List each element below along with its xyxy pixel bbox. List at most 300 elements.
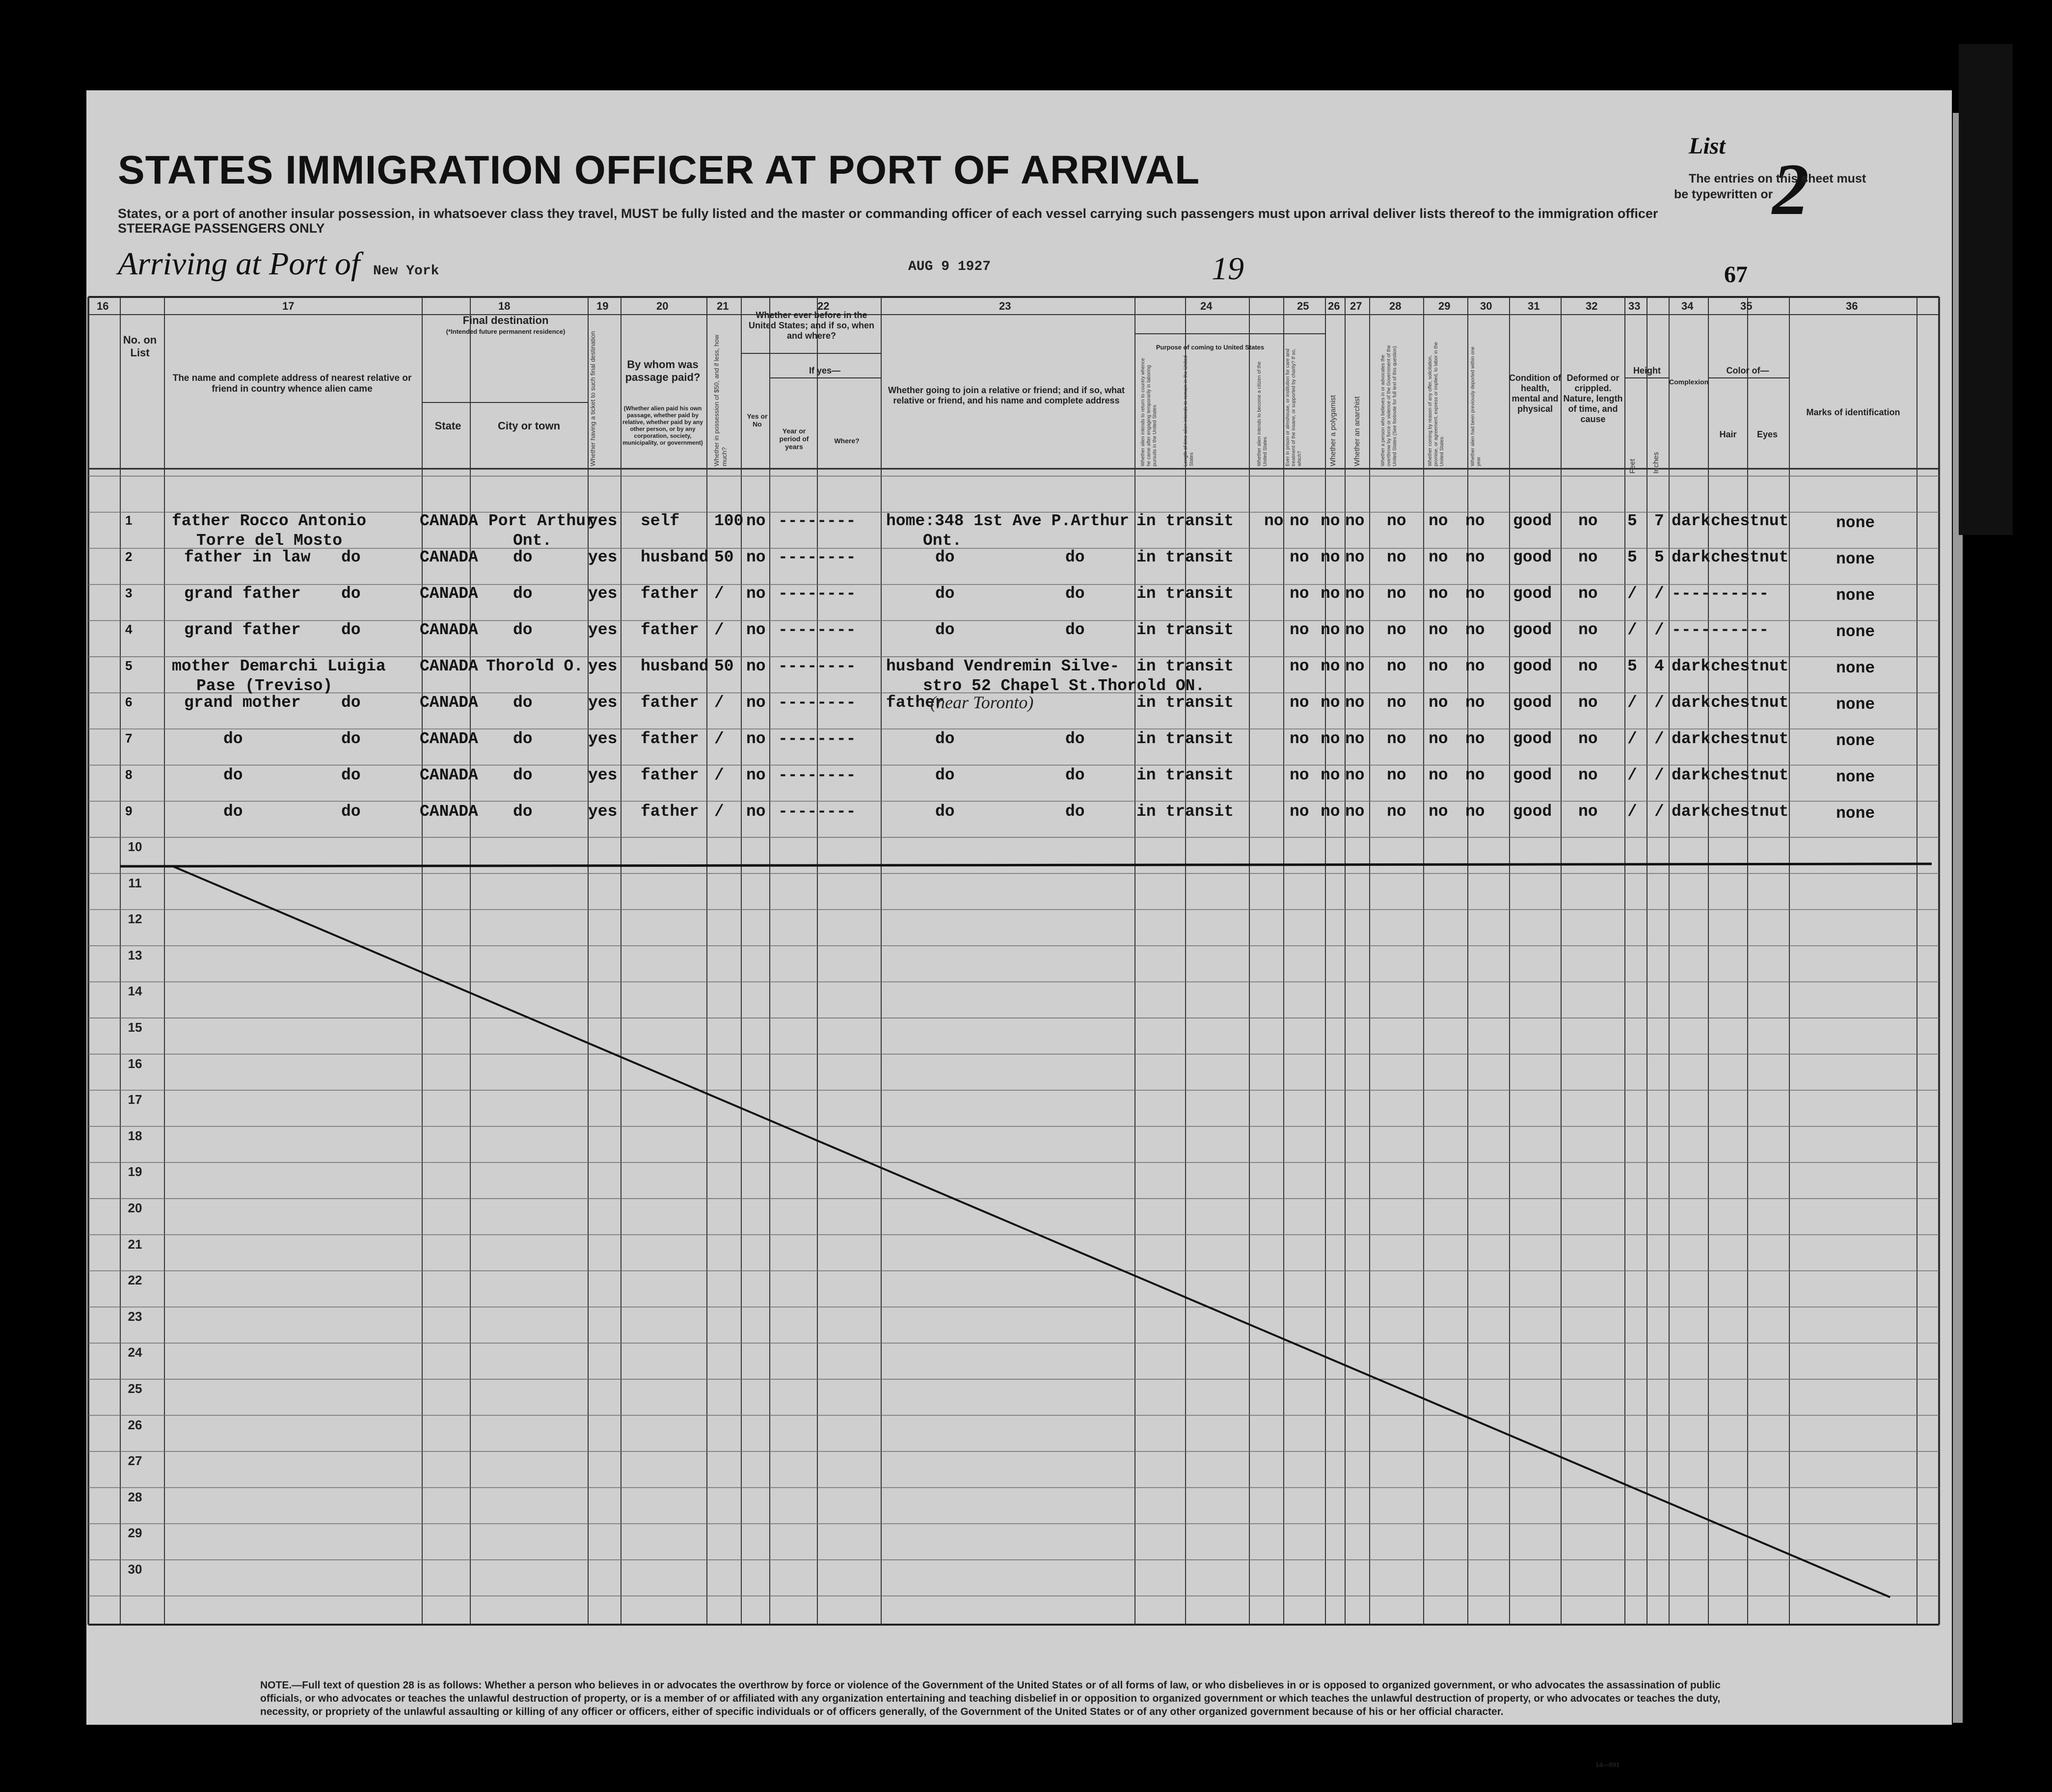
passage-paid-by: father bbox=[641, 694, 699, 712]
height-inches: 4 bbox=[1654, 657, 1664, 675]
ticket-value: yes bbox=[588, 621, 618, 639]
year-prefix: 19 bbox=[1212, 251, 1244, 287]
empty-row-number: 17 bbox=[128, 1092, 142, 1107]
health-value: good bbox=[1513, 512, 1552, 530]
deformed-value: no bbox=[1578, 512, 1598, 530]
deformed-value: no bbox=[1578, 766, 1598, 784]
joining-relative: do bbox=[935, 766, 955, 784]
destination-state: CANADA bbox=[420, 585, 478, 603]
purpose-value: in transit bbox=[1136, 657, 1234, 675]
prison-value: no bbox=[1290, 621, 1309, 639]
column-number: 34 bbox=[1681, 300, 1694, 312]
destination-city: do bbox=[513, 548, 533, 566]
col-before-us: Whether ever before in the United States; and if so, when and where? bbox=[748, 310, 875, 341]
joining-ditto: do bbox=[1065, 621, 1085, 639]
empty-row-number: 20 bbox=[128, 1201, 142, 1215]
col-city: City or town bbox=[497, 420, 561, 432]
column-number: 21 bbox=[717, 300, 729, 312]
joining-address: stro 52 Chapel St.Thorold ON. bbox=[923, 677, 1205, 695]
relative-name: mother Demarchi Luigia bbox=[172, 657, 386, 675]
q28-value: no bbox=[1387, 730, 1406, 748]
purpose-value: in transit bbox=[1136, 766, 1234, 784]
relative-name: grand mother bbox=[184, 694, 301, 712]
passage-paid-by: father bbox=[641, 802, 699, 821]
anarchist-value: no bbox=[1345, 802, 1365, 821]
money-value: / bbox=[714, 766, 724, 784]
q30-value: no bbox=[1465, 657, 1485, 675]
money-value: / bbox=[714, 694, 724, 712]
relative-address: Pase (Treviso) bbox=[196, 677, 333, 695]
q28-value: no bbox=[1387, 802, 1406, 821]
joining-ditto: do bbox=[1065, 802, 1085, 821]
joining-relative: do bbox=[935, 802, 955, 821]
period-dashes: -------- bbox=[778, 585, 856, 603]
prison-value: no bbox=[1290, 585, 1309, 603]
col-relative: The name and complete address of nearest relative or friend in country whence alien came bbox=[172, 373, 412, 394]
complexion-value: dark bbox=[1672, 657, 1711, 675]
col-purpose-c: Whether alien intends to become a citizen of the United States bbox=[1257, 361, 1268, 466]
height-inches: 7 bbox=[1654, 512, 1664, 530]
q29-value: no bbox=[1429, 512, 1448, 530]
health-value: good bbox=[1513, 621, 1552, 639]
col-q29: Whether coming by reason of any offer, solicitation, promise, or agreement, express or implied, to labor in the United States bbox=[1428, 342, 1445, 466]
period-dashes: -------- bbox=[778, 766, 856, 784]
money-value: 50 bbox=[714, 657, 734, 675]
destination-city: do bbox=[513, 766, 533, 784]
row-number: 2 bbox=[125, 549, 133, 564]
destination-state: CANADA bbox=[420, 548, 478, 566]
destination-city: do bbox=[513, 802, 533, 821]
prison-value: no bbox=[1290, 512, 1309, 530]
column-number: 25 bbox=[1297, 300, 1309, 312]
marks-value: none bbox=[1836, 623, 1875, 641]
prison-value: no bbox=[1290, 730, 1309, 748]
relative-ditto: do bbox=[341, 585, 361, 603]
height-inches: / bbox=[1654, 802, 1664, 821]
prison-value: no bbox=[1290, 766, 1309, 784]
col-year-period: Year or period of years bbox=[779, 427, 809, 451]
hair-value: chestnut bbox=[1711, 694, 1789, 712]
col-health: Condition of health, mental and physical bbox=[1509, 373, 1561, 414]
relative-ditto: do bbox=[341, 621, 361, 639]
relative-ditto: do bbox=[341, 694, 361, 712]
column-number: 19 bbox=[596, 300, 609, 312]
deformed-value: no bbox=[1578, 621, 1598, 639]
polygamist-value: no bbox=[1321, 766, 1340, 784]
money-value: / bbox=[714, 585, 724, 603]
before-in-us: no bbox=[746, 657, 766, 675]
col-complexion: Complexion bbox=[1669, 378, 1709, 386]
passage-paid-by: father bbox=[641, 730, 699, 748]
empty-row-number: 29 bbox=[128, 1525, 142, 1541]
complexion-value: dark bbox=[1672, 802, 1711, 821]
purpose-value: in transit bbox=[1136, 512, 1234, 530]
column-number: 22 bbox=[817, 300, 830, 312]
col-if-yes: If yes— bbox=[809, 366, 841, 375]
q28-value: no bbox=[1387, 694, 1406, 712]
prison-value: no bbox=[1290, 802, 1309, 821]
period-dashes: -------- bbox=[778, 621, 856, 639]
passage-paid-by: self bbox=[641, 512, 680, 530]
destination-state: CANADA bbox=[420, 802, 478, 821]
column-number: 28 bbox=[1389, 300, 1402, 312]
deformed-value: no bbox=[1578, 730, 1598, 748]
relative-ditto: do bbox=[341, 766, 361, 784]
empty-row-number: 23 bbox=[128, 1309, 142, 1324]
purpose-value: in transit bbox=[1136, 585, 1234, 603]
period-dashes: -------- bbox=[778, 694, 856, 712]
destination-city: do bbox=[513, 694, 533, 712]
subtitle: States, or a port of another insular possession, in whatsoever class they travel, MUST be fully listed and the master or commanding officer of each vessel carrying such passengers must upon arrival deliver lists thereof to the immigration officer bbox=[118, 206, 1658, 221]
col-q28: Whether a person who believes in or advocates the overthrow by force or violence of the Government of the United States (See footnote for full text of this question) bbox=[1380, 345, 1398, 466]
joining-relative: home:348 1st Ave P.Arthur bbox=[886, 512, 1130, 530]
destination-city: do bbox=[513, 585, 533, 603]
q30-value: no bbox=[1465, 585, 1485, 603]
col-state: State bbox=[434, 420, 461, 432]
ticket-value: yes bbox=[588, 694, 618, 712]
complexion-value: dark bbox=[1672, 766, 1711, 784]
port-value: New York bbox=[373, 264, 439, 279]
anarchist-value: no bbox=[1345, 657, 1365, 675]
column-number: 35 bbox=[1740, 300, 1753, 312]
before-in-us: no bbox=[746, 585, 766, 603]
height-feet: 5 bbox=[1627, 548, 1637, 566]
period-dashes: -------- bbox=[778, 548, 856, 566]
marks-value: none bbox=[1836, 659, 1875, 677]
col-where: Where? bbox=[834, 437, 860, 445]
empty-row-number: 12 bbox=[128, 911, 142, 927]
entries-note: The entries on this sheet must bbox=[1689, 172, 1866, 186]
passage-paid-by: father bbox=[641, 585, 699, 603]
health-value: good bbox=[1513, 585, 1552, 603]
joining-relative: do bbox=[935, 730, 955, 748]
empty-row-number: 13 bbox=[128, 947, 142, 963]
marks-value: none bbox=[1836, 695, 1875, 714]
q28-value: no bbox=[1387, 657, 1406, 675]
q30-value: no bbox=[1465, 802, 1485, 821]
passage-paid-by: husband bbox=[641, 657, 709, 675]
row-number: 8 bbox=[125, 767, 133, 782]
health-value: good bbox=[1513, 548, 1552, 566]
list-number: 2 bbox=[1772, 149, 1809, 230]
empty-row-number: 27 bbox=[128, 1453, 142, 1469]
q28-value: no bbox=[1387, 766, 1406, 784]
health-value: good bbox=[1513, 802, 1552, 821]
height-feet: / bbox=[1627, 694, 1637, 712]
q29-value: no bbox=[1429, 621, 1448, 639]
col-passage: By whom was passage paid? bbox=[625, 358, 701, 383]
relative-name: grand father bbox=[184, 621, 301, 639]
health-value: good bbox=[1513, 730, 1552, 748]
relative-name: do bbox=[223, 766, 243, 784]
anarchist-value: no bbox=[1345, 621, 1365, 639]
height-feet: 5 bbox=[1627, 657, 1637, 675]
destination-state: CANADA bbox=[420, 730, 478, 748]
height-feet: / bbox=[1627, 585, 1637, 603]
empty-row-number: 14 bbox=[128, 984, 142, 999]
q30-value: no bbox=[1465, 694, 1485, 712]
destination-city: do bbox=[513, 621, 533, 639]
complexion-value: dark bbox=[1672, 694, 1711, 712]
joining-ditto: do bbox=[1065, 585, 1085, 603]
anarchist-value: no bbox=[1345, 730, 1365, 748]
col-purpose: Purpose of coming to United States bbox=[1156, 344, 1265, 351]
column-number: 26 bbox=[1328, 300, 1340, 312]
deformed-value: no bbox=[1578, 585, 1598, 603]
empty-row-number: 21 bbox=[128, 1236, 142, 1252]
col-final-destination: Final destination bbox=[462, 314, 549, 326]
polygamist-value: no bbox=[1321, 548, 1340, 566]
joining-relative: husband Vendremin Silve- bbox=[886, 657, 1120, 675]
column-number: 20 bbox=[656, 300, 669, 312]
q29-value: no bbox=[1429, 548, 1448, 566]
col-purpose-b: Length of time alien intends to remain in the United States bbox=[1183, 355, 1194, 466]
column-number: 36 bbox=[1846, 300, 1858, 312]
q30-value: no bbox=[1465, 512, 1485, 530]
q30-value: no bbox=[1465, 548, 1485, 566]
q28-value: no bbox=[1387, 512, 1406, 530]
before-in-us: no bbox=[746, 802, 766, 821]
height-inches: 5 bbox=[1654, 548, 1664, 566]
period-dashes: -------- bbox=[778, 730, 856, 748]
passage-paid-by: father bbox=[641, 621, 699, 639]
height-inches: / bbox=[1654, 730, 1664, 748]
deformed-value: no bbox=[1578, 802, 1598, 821]
col-purpose-a: Whether alien intends to return to country whence he came after engaging temporarily in laboring pursuits in the United States bbox=[1140, 358, 1158, 466]
q29-value: no bbox=[1429, 802, 1448, 821]
marks-value: none bbox=[1836, 587, 1875, 605]
q29-value: no bbox=[1429, 585, 1448, 603]
col-hair: Hair bbox=[1719, 429, 1737, 439]
relative-address: Torre del Mosto bbox=[196, 532, 343, 550]
column-number: 16 bbox=[97, 300, 109, 312]
column-number: 33 bbox=[1628, 300, 1641, 312]
height-feet: / bbox=[1627, 730, 1637, 748]
row-number: 7 bbox=[125, 731, 133, 746]
footnote: NOTE.—Full text of question 28 is as follows: Whether a person who believes in or advocates the overthrow by force or violence of the Government of the United States or of all forms of law, or who disbelieves in or is opposed to organized government, or who advocates the assassination of public officials, or who advocates or teaches the unlawful destruction of property, or is a member of or affiliated with any organization entertaining and teaching disbelief in or opposition to organized government or which teaches the unlawful destruction of property, or who advocates or teaches the duty, necessity, or propriety of the unlawful assaulting or killing of any officer or officers, either of specific individuals or of officers generally, of the Government of the United States or of any other organized government because of his or her official character. bbox=[260, 1680, 1721, 1717]
q30-value: no bbox=[1465, 730, 1485, 748]
destination-state: CANADA bbox=[420, 766, 478, 784]
col-money: Whether in possession of $50, and if less, how much? bbox=[713, 334, 728, 466]
joining-relative: do bbox=[935, 548, 955, 566]
joining-ditto: do bbox=[1065, 730, 1085, 748]
deformed-value: no bbox=[1578, 694, 1598, 712]
relative-name: do bbox=[223, 802, 243, 821]
anarchist-value: no bbox=[1345, 585, 1365, 603]
complexion-value: dark bbox=[1672, 730, 1711, 748]
destination-city: do bbox=[513, 730, 533, 748]
prison-value: no bbox=[1290, 694, 1309, 712]
empty-row-number: 10 bbox=[128, 839, 142, 854]
relative-name: father in law bbox=[184, 548, 311, 566]
hair-value: chestnut bbox=[1711, 730, 1789, 748]
empty-row-number: 18 bbox=[128, 1128, 142, 1143]
complexion-value: dark bbox=[1672, 512, 1711, 530]
row-number: 6 bbox=[125, 695, 133, 709]
joining-relative: father bbox=[886, 694, 945, 712]
q29-value: no bbox=[1429, 766, 1448, 784]
ticket-value: yes bbox=[588, 657, 618, 675]
q28-value: no bbox=[1387, 621, 1406, 639]
money-value: 50 bbox=[714, 548, 734, 566]
deformed-value: no bbox=[1578, 657, 1598, 675]
row-number: 1 bbox=[125, 513, 133, 528]
money-value: / bbox=[714, 802, 724, 821]
entries-note-2: be typewritten or bbox=[1674, 187, 1773, 201]
destination-city-2: Ont. bbox=[513, 532, 552, 550]
complexion-value: dark bbox=[1672, 548, 1711, 566]
passage-paid-by: husband bbox=[641, 548, 709, 566]
relative-ditto: do bbox=[341, 802, 361, 821]
period-dashes: -------- bbox=[778, 512, 856, 530]
q28-value: no bbox=[1387, 548, 1406, 566]
polygamist-value: no bbox=[1321, 730, 1340, 748]
col-ticket: Whether having a ticket to such final destination bbox=[589, 331, 596, 466]
destination-city: Port Arthur bbox=[488, 512, 595, 530]
column-number: 24 bbox=[1200, 300, 1213, 312]
money-value: 100 bbox=[714, 512, 744, 530]
joining-relative: do bbox=[935, 621, 955, 639]
col-polygamist: Whether a polygamist bbox=[1329, 395, 1337, 466]
period-dashes: -------- bbox=[778, 657, 856, 675]
height-feet: / bbox=[1627, 621, 1637, 639]
polygamist-value: no bbox=[1321, 585, 1340, 603]
col-height: Height bbox=[1633, 366, 1661, 375]
col-no-on-list: No. on List bbox=[123, 334, 157, 359]
column-number: 17 bbox=[282, 300, 295, 312]
before-in-us: no bbox=[746, 621, 766, 639]
joining-address: Ont. bbox=[923, 532, 962, 550]
polygamist-value: no bbox=[1321, 657, 1340, 675]
ticket-value: yes bbox=[588, 585, 618, 603]
handwritten-near-toronto: (near Toronto) bbox=[930, 693, 1034, 712]
destination-state: CANADA bbox=[420, 512, 478, 530]
steerage-label: STEERAGE PASSENGERS ONLY bbox=[118, 221, 325, 236]
q29-value: no bbox=[1429, 694, 1448, 712]
empty-row-number: 25 bbox=[128, 1381, 142, 1396]
column-number: 23 bbox=[999, 300, 1011, 312]
health-value: good bbox=[1513, 766, 1552, 784]
q28-value: no bbox=[1387, 585, 1406, 603]
date-stamp: AUG 9 1927 bbox=[908, 259, 991, 274]
polygamist-value: no bbox=[1321, 802, 1340, 821]
col-color-of: Color of— bbox=[1726, 366, 1769, 375]
joining-ditto: do bbox=[1065, 548, 1085, 566]
period-dashes: -------- bbox=[778, 802, 856, 821]
height-inches: / bbox=[1654, 585, 1664, 603]
marks-value: none bbox=[1836, 732, 1875, 750]
height-feet: / bbox=[1627, 766, 1637, 784]
hair-value: chestnut bbox=[1711, 548, 1789, 566]
column-number: 30 bbox=[1480, 300, 1492, 312]
before-in-us: no bbox=[746, 512, 766, 530]
passage-paid-by: father bbox=[641, 766, 699, 784]
row-number: 3 bbox=[125, 586, 133, 600]
hair-value: chestnut bbox=[1711, 766, 1789, 784]
col-marks: Marks of identification bbox=[1806, 407, 1900, 417]
relative-name: father Rocco Antonio bbox=[172, 512, 367, 530]
height-inches: / bbox=[1654, 766, 1664, 784]
sheet-number: 67 bbox=[1724, 262, 1748, 288]
empty-row-number: 30 bbox=[128, 1562, 142, 1577]
joining-ditto: do bbox=[1065, 766, 1085, 784]
marks-value: none bbox=[1836, 804, 1875, 823]
health-value: good bbox=[1513, 657, 1552, 675]
polygamist-value: no bbox=[1321, 621, 1340, 639]
col-joining: Whether going to join a relative or friend; and if so, what relative or friend, and his name and complete address bbox=[888, 385, 1125, 405]
purpose-value: in transit bbox=[1136, 694, 1234, 712]
col-eyes: Eyes bbox=[1756, 429, 1778, 439]
prison-value: no bbox=[1290, 548, 1309, 566]
destination-state: CANADA bbox=[420, 657, 478, 675]
hair-value: chestnut bbox=[1711, 657, 1789, 675]
col-final-destination-sub: (*Intended future permanent residence) bbox=[446, 328, 566, 335]
prison-value: no bbox=[1290, 657, 1309, 675]
col-anarchist: Whether an anarchist bbox=[1353, 396, 1361, 466]
marks-value: none bbox=[1836, 550, 1875, 568]
col-yes-no: Yes or No bbox=[747, 412, 768, 428]
polygamist-value: no bbox=[1321, 694, 1340, 712]
empty-row-number: 28 bbox=[128, 1489, 142, 1504]
citizen-value: no bbox=[1264, 512, 1284, 530]
height-inches: / bbox=[1654, 621, 1664, 639]
empty-row-number: 15 bbox=[128, 1020, 142, 1035]
ticket-value: yes bbox=[588, 802, 618, 821]
marks-value: none bbox=[1836, 768, 1875, 786]
col-q30: Whether alien had been previously deported within one year bbox=[1470, 346, 1482, 466]
before-in-us: no bbox=[746, 730, 766, 748]
hair-value: chestnut bbox=[1711, 802, 1789, 821]
q30-value: no bbox=[1465, 766, 1485, 784]
arriving-label: Arriving at Port of bbox=[118, 246, 360, 282]
destination-city: Thorold O. bbox=[486, 657, 584, 675]
ticket-value: yes bbox=[588, 766, 618, 784]
complexion-value: ---------- bbox=[1672, 621, 1769, 639]
height-feet: 5 bbox=[1627, 512, 1637, 530]
column-number: 27 bbox=[1350, 300, 1362, 312]
relative-name: grand father bbox=[184, 585, 301, 603]
empty-row-number: 26 bbox=[128, 1417, 142, 1432]
health-value: good bbox=[1513, 694, 1552, 712]
empty-row-number: 16 bbox=[128, 1056, 142, 1071]
col-deformed: Deformed or crippled. Nature, length of time, and cause bbox=[1563, 373, 1623, 424]
hair-value: chestnut bbox=[1711, 512, 1789, 530]
purpose-value: in transit bbox=[1136, 548, 1234, 566]
before-in-us: no bbox=[746, 766, 766, 784]
column-number: 29 bbox=[1438, 300, 1451, 312]
row-number: 9 bbox=[125, 803, 133, 818]
q30-value: no bbox=[1465, 621, 1485, 639]
col-inches: Inches bbox=[1652, 452, 1660, 474]
marks-value: none bbox=[1836, 514, 1875, 532]
relative-ditto: do bbox=[341, 548, 361, 566]
ticket-value: yes bbox=[588, 548, 618, 566]
empty-row-number: 19 bbox=[128, 1164, 142, 1179]
before-in-us: no bbox=[746, 694, 766, 712]
column-number: 32 bbox=[1586, 300, 1598, 312]
ticket-value: yes bbox=[588, 512, 618, 530]
page-title: STATES IMMIGRATION OFFICER AT PORT OF ARRIVAL bbox=[118, 148, 1200, 192]
row-number: 5 bbox=[125, 658, 133, 673]
col-prison: Ever in prison or almshouse, or institution for care and treatment of the insane, or supported by charity? If so, which? bbox=[1285, 348, 1302, 466]
anarchist-value: no bbox=[1345, 694, 1365, 712]
empty-row-number: 22 bbox=[128, 1273, 142, 1288]
height-feet: / bbox=[1627, 802, 1637, 821]
col-feet: Feet bbox=[1628, 458, 1637, 474]
destination-state: CANADA bbox=[420, 621, 478, 639]
money-value: / bbox=[714, 621, 724, 639]
form-code: 14—891 bbox=[1595, 1761, 1620, 1768]
